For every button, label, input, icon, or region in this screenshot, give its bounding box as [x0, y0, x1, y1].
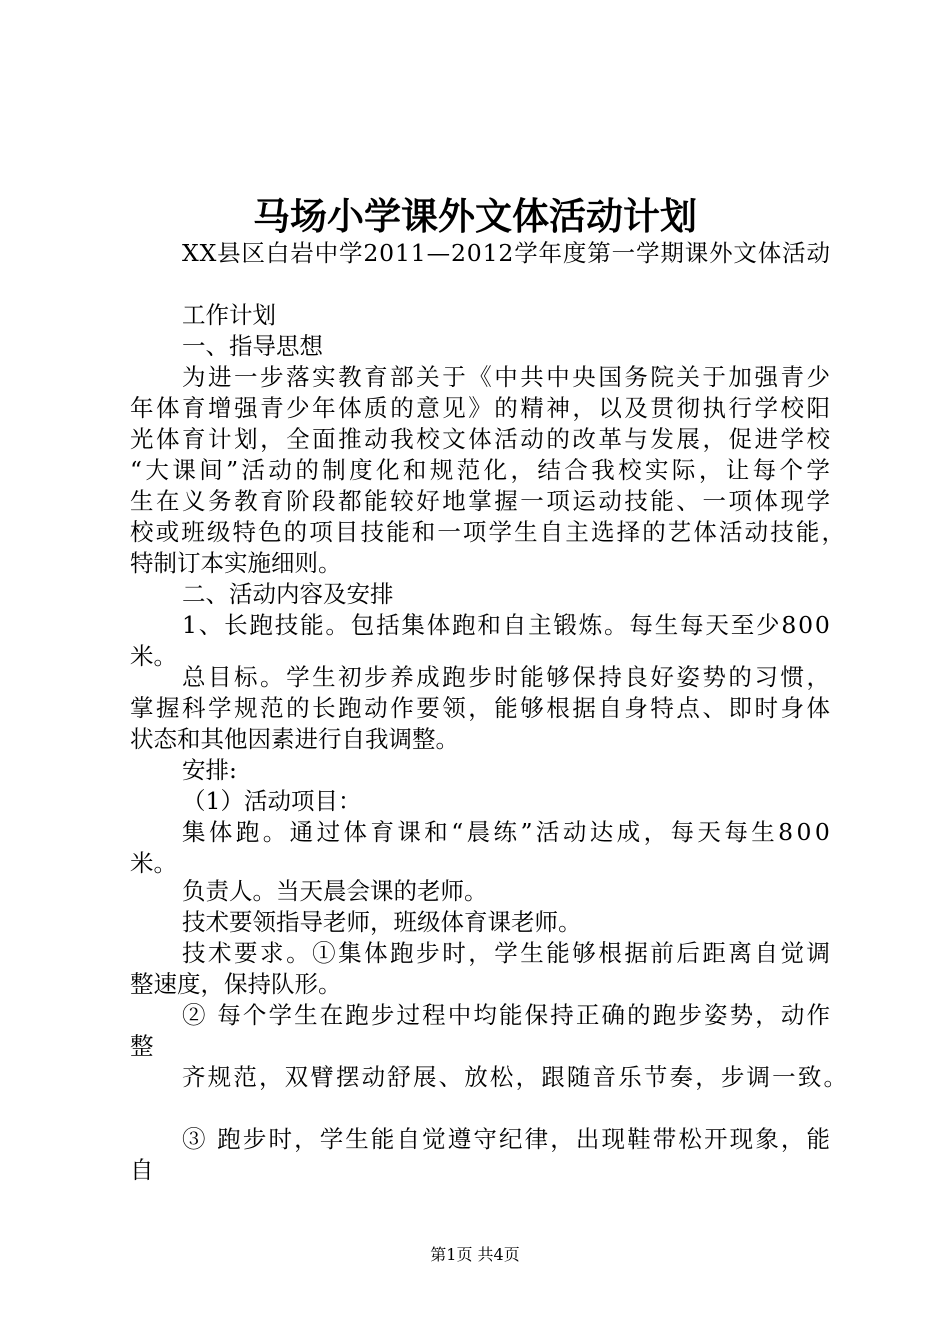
text-line: 负责人。当天晨会课的老师。 — [182, 877, 488, 905]
text-line: 自 — [130, 1156, 154, 1184]
section-heading: 一、指导思想 — [182, 332, 323, 360]
text-line: 1、长跑技能。包括集体跑和自主锻炼。每生每天至少800 — [182, 611, 832, 639]
text-line: 校或班级特色的项目技能和一项学生自主选择的艺体活动技能， — [130, 518, 848, 546]
text-line: ③ 跑步时，学生能自觉遵守纪律，出现鞋带松开现象，能 — [182, 1125, 833, 1153]
text-line: 安排: — [182, 756, 237, 784]
text-line: 米。 — [130, 642, 177, 670]
text-line: 米。 — [130, 849, 177, 877]
subtitle-line: XX县区白岩中学2011—2012学年度第一学期课外文体活动 — [182, 239, 831, 267]
text-line: 掌握科学规范的长跑动作要领，能够根据自身特点、即时身体 — [130, 694, 833, 722]
text-line: 总目标。学生初步养成跑步时能够保持良好姿势的习惯， — [182, 663, 833, 691]
text-line: 整 — [130, 1032, 154, 1060]
section-heading: 二、活动内容及安排 — [182, 580, 394, 608]
text-line: 特制订本实施细则。 — [130, 549, 342, 577]
text-line: （1）活动项目： — [182, 787, 362, 815]
text-line: 技术要领指导老师，班级体育课老师。 — [182, 908, 582, 936]
text-line: 齐规范，双臂摆动舒展、放松，跟随音乐节奏，步调一致。 — [182, 1063, 850, 1091]
text-line: “大课间”活动的制度化和规范化，结合我校实际，让每个学 — [130, 456, 834, 484]
text-line: 光体育计划，全面推动我校文体活动的改革与发展，促进学校 — [130, 425, 833, 453]
page-footer: 第1页 共4页 — [430, 1245, 520, 1264]
text-line: ② 每个学生在跑步过程中均能保持正确的跑步姿势，动作 — [182, 1001, 833, 1029]
text-line: 生在义务教育阶段都能较好地掌握一项运动技能、一项体现学 — [130, 487, 833, 515]
document-title: 马场小学课外文体活动计划 — [253, 195, 697, 238]
text-line: 工作计划 — [182, 301, 276, 329]
text-line: 集体跑。通过体育课和“晨练”活动达成，每天每生800 — [182, 818, 834, 846]
text-line: 状态和其他因素进行自我调整。 — [130, 725, 459, 753]
text-line: 整速度，保持队形。 — [130, 970, 342, 998]
text-line: 技术要求。①集体跑步时，学生能够根据前后距离自觉调 — [182, 939, 833, 967]
text-line: 为进一步落实教育部关于《中共中央国务院关于加强青少 — [182, 363, 833, 391]
text-line: 年体育增强青少年体质的意见》的精神，以及贯彻执行学校阳 — [130, 394, 833, 422]
